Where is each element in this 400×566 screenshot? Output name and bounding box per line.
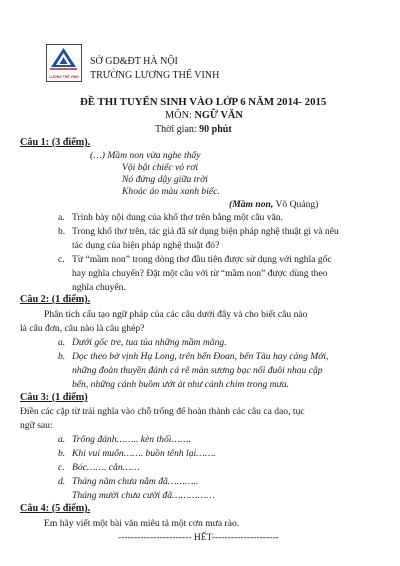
question-1-heading: Câu 1: (3 điểm). xyxy=(20,137,91,148)
poem-line: (…) Mầm non vừa nghe thấy xyxy=(90,150,201,161)
option-letter: a. xyxy=(58,337,66,348)
end-marker: ----------------------- HẾT--------------------- xyxy=(118,532,279,543)
q1-part-c-line-3: nghĩa chuyển. xyxy=(72,282,126,293)
poem-source-title: (Mầm non, xyxy=(229,199,274,210)
option-letter: d. xyxy=(58,476,66,487)
q1-part-a: Trình bày nội dung của khổ thơ trên bằng một câu văn. xyxy=(72,212,283,223)
poem-line: Vội bật chiếc vỏ rơi xyxy=(122,162,198,173)
time-line xyxy=(155,124,232,135)
subject-label: MÔN: xyxy=(165,110,192,121)
q3-item-d-line-2: Tháng mười chưa cười đã…………… xyxy=(72,490,215,501)
q3-item: Khi vui muốn……. buồn tênh lại……. xyxy=(72,448,216,459)
poem-source xyxy=(229,199,318,210)
logo-text: LƯƠNG THẾ VINH xyxy=(49,75,79,79)
option-letter: a. xyxy=(58,434,66,445)
q2-part-b-line-2: những đoàn thuyền đánh cá rẽ màn sương bạc nối đuôi nhau cập xyxy=(72,365,323,376)
school-name: TRƯỜNG LƯƠNG THẾ VINH xyxy=(90,70,220,81)
q3-intro-line-1: Điền các cặp từ trái nghĩa vào chỗ trống để hoàn thành các câu ca dao, tục xyxy=(20,406,305,417)
q2-intro-line-1: Phân tích cấu tạo ngữ pháp của các câu dưới đây và cho biết câu nào xyxy=(44,309,308,320)
poem-source-author: Võ Quảng) xyxy=(273,199,319,210)
poem-line: Khoác áo màu xanh biếc. xyxy=(122,186,220,197)
option-letter: c. xyxy=(58,254,65,265)
question-2-heading: Câu 2: (1 điểm). xyxy=(20,294,91,305)
time-value: 90 phút xyxy=(199,124,232,135)
q1-part-c-line-2: hay nghĩa chuyển? Đặt một câu với từ “mầm non” được dùng theo xyxy=(72,268,328,279)
q4-text: Em hãy viết một bài văn miêu tả một cơn mưa rào. xyxy=(44,518,240,529)
q3-item: Tháng năm chưa nằm đã……….. xyxy=(72,476,199,487)
q2-part-b-line-1: Dọc theo bờ vịnh Hạ Long, trên bến Đoan, bến Tàu hay cảng Mới, xyxy=(72,351,329,362)
q2-intro-line-2: là câu đơn, câu nào là câu ghép? xyxy=(20,323,145,334)
option-letter: c. xyxy=(58,462,65,473)
option-letter: b. xyxy=(58,351,66,362)
subject-name: NGỮ VĂN xyxy=(194,110,243,121)
q3-item: Bóc……. cắn…… xyxy=(72,462,140,473)
option-letter: b. xyxy=(58,448,66,459)
time-label: Thời gian: xyxy=(155,124,197,135)
q1-part-c-line-1: Từ “mầm non” trong dòng thơ đầu tiên được sử dụng với nghĩa gốc xyxy=(72,254,332,265)
question-4-heading: Câu 4: (5 điểm). xyxy=(20,503,91,514)
poem-line: Nó đứng dậy giữa trời xyxy=(122,174,208,185)
q3-intro-line-2: ngữ sau: xyxy=(20,420,53,431)
school-logo xyxy=(46,44,82,82)
option-letter: a. xyxy=(58,212,65,223)
subject-line xyxy=(165,110,243,121)
department-name: SỞ GD&ĐT HÀ NỘI xyxy=(90,56,178,67)
exam-title: ĐỀ THI TUYỂN SINH VÀO LỚP 6 NĂM 2014- 2015 xyxy=(80,96,327,108)
q2-part-b-line-3: bến, những cánh buồm ướt át như cánh chim trong mưa. xyxy=(72,379,290,390)
option-letter: b. xyxy=(58,226,66,237)
question-3-heading: Câu 3: (1 điểm) xyxy=(20,392,88,403)
q1-part-b-line-1: Trong khổ thơ trên, tác giả đã sử dụng biện pháp nghệ thuật gì và nêu xyxy=(72,226,339,237)
q3-item: Trống đánh…….. kèn thổi……. xyxy=(72,434,191,445)
q2-part-a: Dưới gốc tre, tua tủa những mầm măng. xyxy=(72,337,227,348)
q1-part-b-line-2: tác dụng của biện pháp nghệ thuật đó? xyxy=(72,240,220,251)
logo-triangle-icon xyxy=(47,45,80,71)
